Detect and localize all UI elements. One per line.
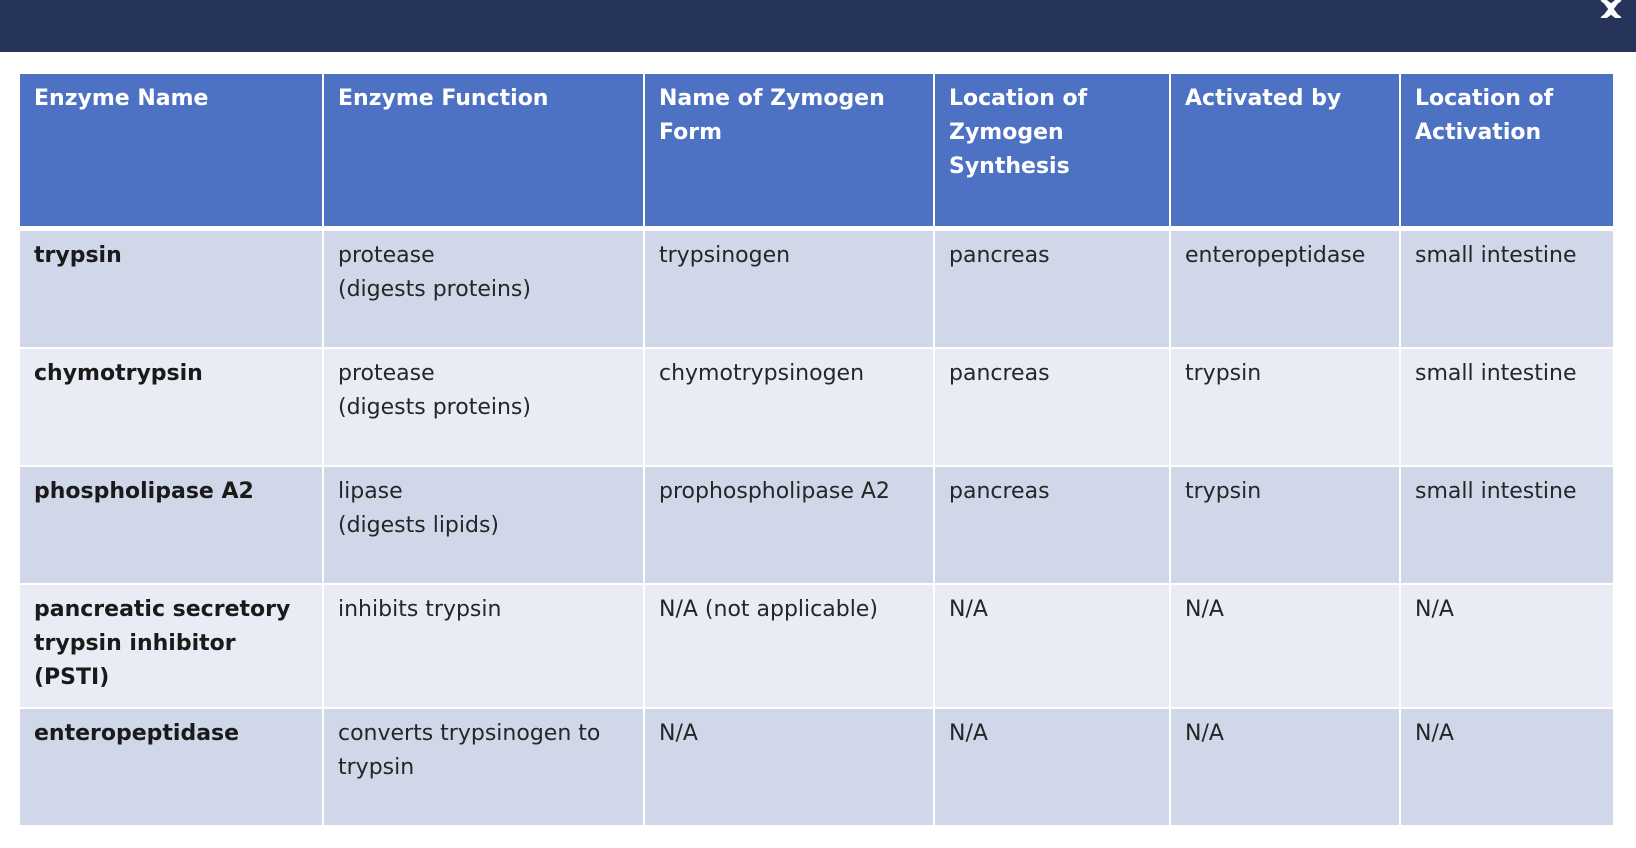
activation-location-cell: small intestine	[1400, 229, 1613, 349]
enzyme-function-cell: converts trypsinogen to trypsin	[323, 708, 644, 826]
enzyme-table	[20, 74, 1613, 827]
enzyme-name-cell: chymotrypsin	[20, 348, 323, 466]
column-header-enzyme-name: Enzyme Name	[20, 74, 323, 229]
activation-location-cell: small intestine	[1400, 466, 1613, 584]
zymogen-form-cell: N/A (not applicable)	[644, 584, 934, 708]
activated-by-cell: N/A	[1170, 584, 1400, 708]
table-row	[20, 584, 1613, 708]
activated-by-cell: enteropeptidase	[1170, 229, 1400, 349]
table-row	[20, 229, 1613, 349]
zymogen-form-cell: N/A	[644, 708, 934, 826]
enzyme-function-cell: inhibits trypsin	[323, 584, 644, 708]
table-row	[20, 466, 1613, 584]
zymogen-form-cell: trypsinogen	[644, 229, 934, 349]
activated-by-cell: trypsin	[1170, 466, 1400, 584]
enzyme-name-cell: enteropeptidase	[20, 708, 323, 826]
column-header-zymogen-synthesis-location: Location of Zymogen Synthesis	[934, 74, 1170, 229]
close-button[interactable]	[1594, 0, 1628, 26]
close-icon[interactable]	[1600, 0, 1622, 18]
column-header-zymogen-form: Name of Zymogen Form	[644, 74, 934, 229]
enzyme-table-container	[20, 74, 1613, 827]
enzyme-function-cell: lipase (digests lipids)	[323, 466, 644, 584]
table-header-row	[20, 74, 1613, 229]
enzyme-function-cell: protease (digests proteins)	[323, 229, 644, 349]
top-bar	[0, 0, 1636, 52]
enzyme-name-cell: trypsin	[20, 229, 323, 349]
activated-by-cell: trypsin	[1170, 348, 1400, 466]
synthesis-location-cell: N/A	[934, 584, 1170, 708]
table-row	[20, 708, 1613, 826]
synthesis-location-cell: pancreas	[934, 348, 1170, 466]
column-header-activation-location: Location of Activation	[1400, 74, 1613, 229]
enzyme-name-cell: pancreatic secretory trypsin inhibitor (PSTI)	[20, 584, 323, 708]
activated-by-cell: N/A	[1170, 708, 1400, 826]
zymogen-form-cell: chymotrypsinogen	[644, 348, 934, 466]
enzyme-function-cell: protease (digests proteins)	[323, 348, 644, 466]
activation-location-cell: N/A	[1400, 584, 1613, 708]
table-row	[20, 348, 1613, 466]
column-header-activated-by: Activated by	[1170, 74, 1400, 229]
column-header-enzyme-function: Enzyme Function	[323, 74, 644, 229]
synthesis-location-cell: pancreas	[934, 229, 1170, 349]
activation-location-cell: N/A	[1400, 708, 1613, 826]
activation-location-cell: small intestine	[1400, 348, 1613, 466]
zymogen-form-cell: prophospholipase A2	[644, 466, 934, 584]
synthesis-location-cell: pancreas	[934, 466, 1170, 584]
synthesis-location-cell: N/A	[934, 708, 1170, 826]
enzyme-name-cell: phospholipase A2	[20, 466, 323, 584]
